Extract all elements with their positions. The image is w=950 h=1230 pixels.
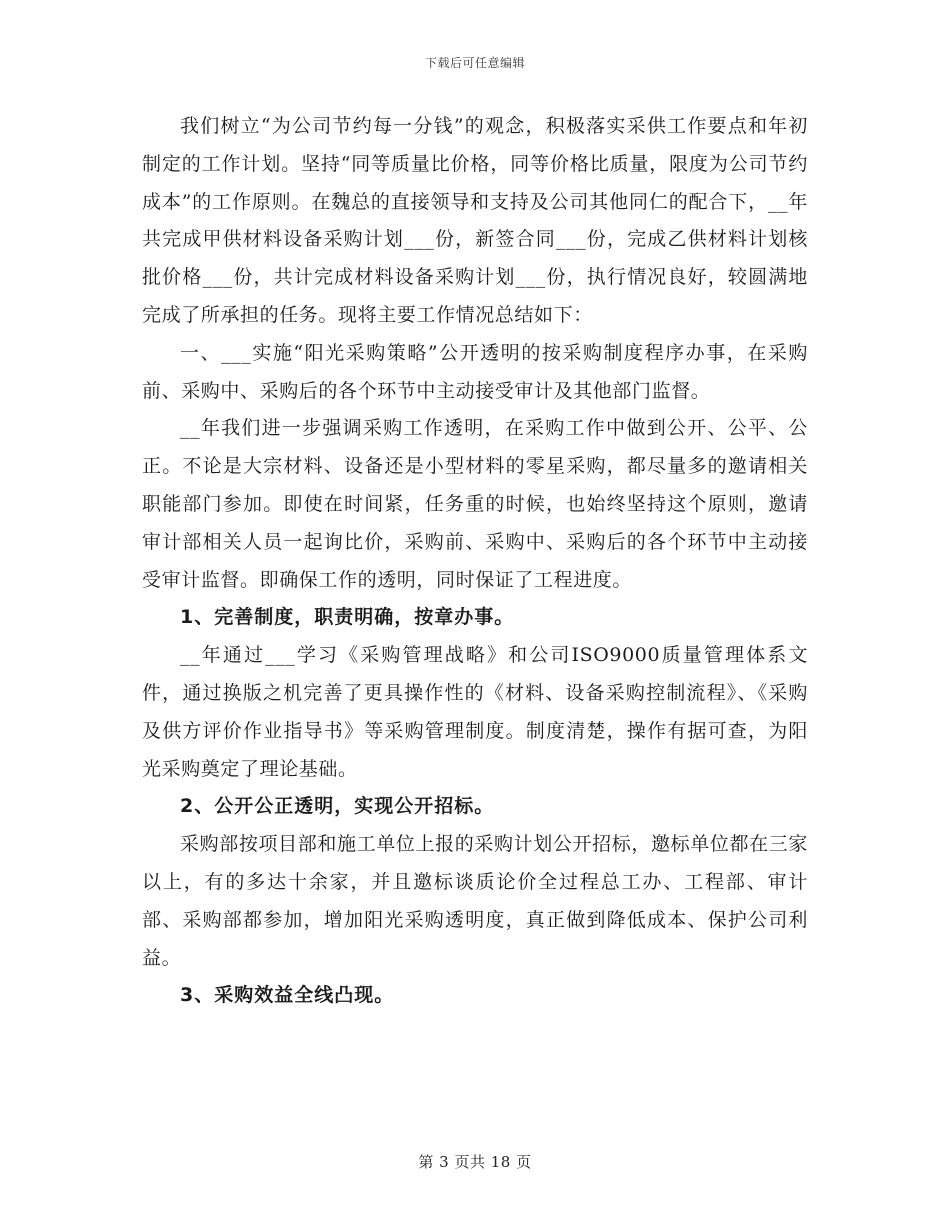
paragraph-intro: 我们树立“为公司节约每一分钱”的观念，积极落实采供工作要点和年初制定的工作计划。坚持“同等质量比价格，同等价格比质量，限度为公司节约成本”的工作原则。在魏总的直接领导和支持及公司其他同仁的配合下，__年共完成甲供材料设备采购计划___份，新签合同___份，完成乙供材料计划核批价格___份，共计完成材料设备采购计划___份，执行情况良好，较圆满地完成了所承担的任务。现将主要工作情况总结如下： xyxy=(142,115,808,326)
page-number: 第 3 页共 18 页 xyxy=(418,1153,532,1171)
page-header-note: 下载后可任意编辑 xyxy=(424,56,525,70)
paragraph-system-details: __年通过___学习《采购管理战略》和公司ISO9000质量管理体系文件，通过换版之机完善了更具操作性的《材料、设备采购控制流程》、《采购及供方评价作业指导书》等采购管理制度。制度清楚，操作有据可查，为阳光采购奠定了理论基础。 xyxy=(142,644,808,780)
document-body xyxy=(142,108,808,1015)
heading-procurement-benefits: 3、采购效益全线凸现。 xyxy=(180,984,395,1007)
heading-improve-system: 1、完善制度，职责明确，按章办事。 xyxy=(180,606,515,629)
paragraph-transparency: __年我们进一步强调采购工作透明，在采购工作中做到公开、公平、公正。不论是大宗材料、设备还是小型材料的零星采购，都尽量多的邀请相关职能部门参加。即使在时间紧，任务重的时候，也始终坚持这个原则，邀请审计部相关人员一起询比价，采购前、采购中、采购后的各个环节中主动接受审计监督。即确保工作的透明，同时保证了工程进度。 xyxy=(142,417,808,591)
paragraph-bidding-details: 采购部按项目部和施工单位上报的采购计划公开招标，邀标单位都在三家以上，有的多达十余家，并且邀标谈质论价全过程总工办、工程部、审计部、采购部都参加，增加阳光采购透明度，真正做到降低成本、保护公司利益。 xyxy=(142,833,808,969)
paragraph-section-one: 一、___实施“阳光采购策略”公开透明的按采购制度程序办事，在采购前、采购中、采购后的各个环节中主动接受审计及其他部门监督。 xyxy=(142,341,808,402)
heading-open-bidding: 2、公开公正透明，实现公开招标。 xyxy=(180,795,495,818)
